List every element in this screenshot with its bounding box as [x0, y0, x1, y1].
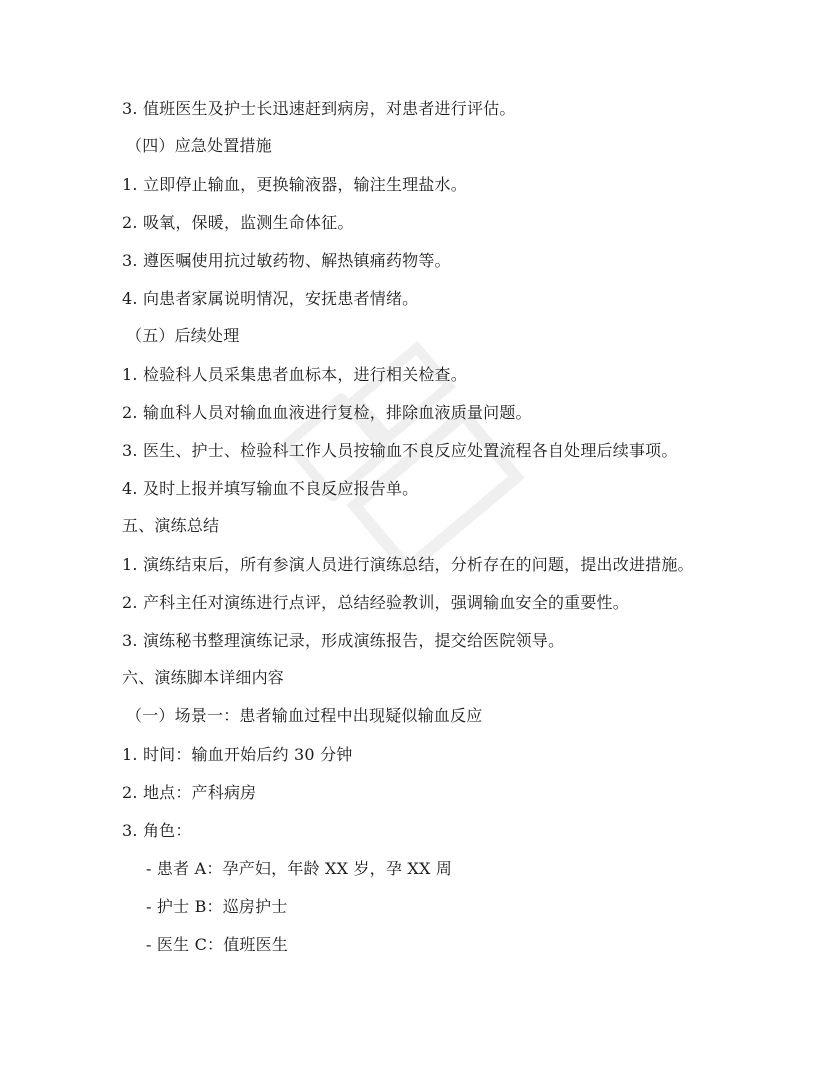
list-item: 2. 地点：产科病房	[122, 783, 257, 802]
list-item: 3. 医生、护士、检验科工作人员按输血不良反应处置流程各自处理后续事项。	[122, 441, 678, 460]
list-item: 2. 输血科人员对输血血液进行复检，排除血液质量问题。	[122, 403, 532, 422]
sub-list-item: - 护士 B：巡房护士	[146, 897, 288, 916]
list-item: 1. 检验科人员采集患者血标本，进行相关检查。	[122, 365, 467, 384]
list-item: 2. 产科主任对演练进行点评，总结经验教训，强调输血安全的重要性。	[122, 593, 629, 612]
section-heading: （五）后续处理	[126, 326, 240, 345]
list-item: 3. 遵医嘱使用抗过敏药物、解热镇痛药物等。	[122, 251, 451, 270]
list-item: 1. 时间：输血开始后约 30 分钟	[122, 745, 353, 764]
list-item: 1. 演练结束后，所有参演人员进行演练总结，分析存在的问题，提出改进措施。	[122, 555, 694, 574]
list-item: 2. 吸氧，保暖，监测生命体征。	[122, 213, 354, 232]
section-heading: 六、演练脚本详细内容	[122, 668, 285, 687]
section-heading: 五、演练总结	[122, 516, 220, 535]
list-item: 3. 角色：	[122, 821, 192, 840]
list-item: 4. 及时上报并填写输血不良反应报告单。	[122, 479, 419, 498]
section-heading: （四）应急处置措施	[126, 136, 272, 155]
sub-list-item: - 患者 A：孕产妇，年龄 XX 岁，孕 XX 周	[146, 859, 453, 878]
list-item: 1. 立即停止输血，更换输液器，输注生理盐水。	[122, 175, 467, 194]
list-item: 4. 向患者家属说明情况，安抚患者情绪。	[122, 289, 419, 308]
section-heading: （一）场景一：患者输血过程中出现疑似输血反应	[126, 706, 483, 725]
sub-list-item: - 医生 C：值班医生	[146, 935, 289, 954]
list-item: 3. 值班医生及护士长迅速赶到病房，对患者进行评估。	[122, 99, 516, 118]
list-item: 3. 演练秘书整理演练记录，形成演练报告，提交给医院领导。	[122, 631, 565, 650]
